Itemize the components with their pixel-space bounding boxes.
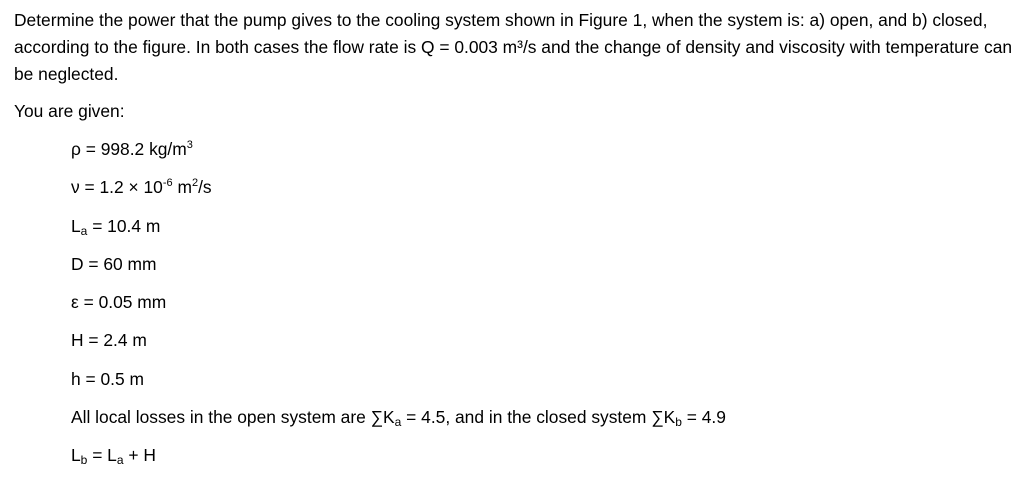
losses-part3: = 4.9: [681, 407, 726, 428]
length-a-value: = 10.4 m: [87, 215, 161, 236]
viscosity-unit-exponent: 2: [191, 177, 199, 190]
losses-part2: = 4.5, and in the closed system ∑K: [401, 407, 676, 428]
length-b-subscript-a: a: [116, 453, 124, 468]
given-length-b: [71, 442, 726, 480]
given-diameter: D = 60 mm: [71, 253, 157, 274]
losses-sub-b: b: [675, 415, 682, 430]
problem-statement: Determine the power that the pump gives to the cooling system shown in Figure 1, when the system is: a) open, and b) closed, according to the figure. In both cases the flow rate is Q = 0.003 m³/s and the change of density and viscosity with temperature can be neglected.: [14, 10, 1013, 84]
given-length-a: [71, 213, 726, 251]
length-b-subscript: b: [80, 453, 88, 468]
length-b-mid: = L: [87, 445, 117, 466]
given-viscosity: [71, 174, 726, 212]
length-a-symbol: L: [71, 215, 81, 236]
viscosity-exponent: -6: [162, 177, 173, 190]
density-text: ρ = 998.2 kg/m: [71, 139, 187, 159]
given-list: [71, 136, 726, 481]
losses-sub-a: a: [394, 415, 402, 430]
given-height-h: h = 0.5 m: [71, 368, 144, 389]
viscosity-unit-tail: /s: [198, 177, 212, 198]
given-label: You are given:: [14, 101, 125, 121]
given-height-H: H = 2.4 m: [71, 330, 147, 351]
losses-part1: All local losses in the open system are ∑K: [71, 407, 395, 428]
length-b-symbol: L: [71, 445, 81, 466]
length-a-subscript: a: [80, 223, 88, 238]
viscosity-text: ν = 1.2 × 10: [71, 177, 163, 198]
given-local-losses: [71, 404, 726, 442]
given-roughness: ε = 0.05 mm: [71, 292, 167, 313]
given-density: [71, 136, 726, 174]
viscosity-unit: m: [172, 177, 192, 198]
length-b-tail: + H: [123, 445, 156, 466]
density-exponent: 3: [186, 139, 193, 151]
